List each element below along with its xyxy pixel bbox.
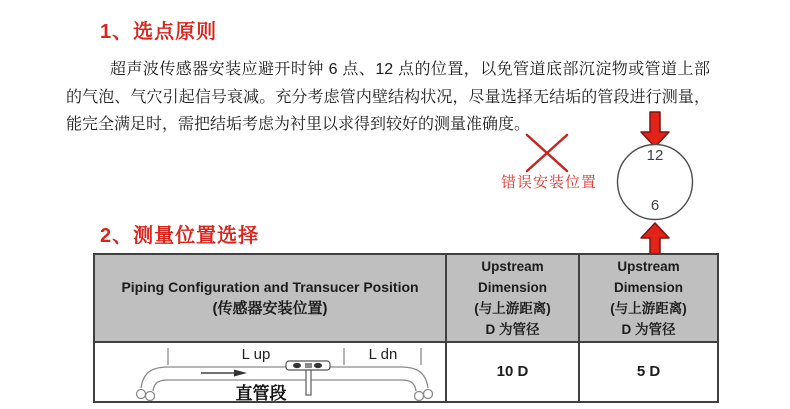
transducer-icon	[286, 361, 330, 370]
table-header-row	[94, 254, 718, 342]
header-col3-line2: Dimension	[613, 280, 683, 295]
cell-downstream-value	[579, 342, 718, 402]
wrong-position-label: 错误安装位置	[501, 174, 598, 191]
table-row	[94, 342, 718, 402]
x-cross-icon	[527, 135, 567, 171]
header-upstream-dimension-2	[579, 254, 718, 342]
header-col1-english: Piping Configuration and Transucer Position	[121, 278, 419, 295]
header-col3-line4: D 为管径	[621, 322, 676, 337]
cell-upstream-value	[446, 342, 579, 402]
down-arrow-icon	[641, 112, 669, 147]
clock-position-6: 6	[650, 197, 660, 214]
pipe-left-flange	[137, 390, 146, 399]
header-piping-configuration	[94, 254, 446, 342]
header-col3-line1: Upstream	[617, 259, 680, 274]
header-col2-line1: Upstream	[481, 259, 544, 274]
position-table	[93, 253, 719, 403]
header-col2-line4: D 为管径	[485, 322, 540, 337]
header-col3-line3: (与上游距离)	[610, 301, 687, 316]
header-col2-line3: (与上游距离)	[474, 301, 551, 316]
section2-heading: 2、测量位置选择	[100, 225, 260, 247]
label-l-up: L up	[241, 346, 271, 363]
pipe-caption: 直管段	[235, 384, 287, 401]
upstream-distance-value: 10 D	[496, 363, 529, 380]
header-col1-chinese: (传感器安装位置)	[212, 299, 328, 317]
label-l-dn: L dn	[368, 346, 398, 363]
flow-arrow-icon	[201, 370, 247, 377]
header-col2-line2: Dimension	[477, 280, 547, 295]
section1-heading: 1、选点原则	[100, 21, 218, 43]
header-upstream-dimension-1	[446, 254, 579, 342]
downstream-distance-value: 5 D	[636, 363, 661, 380]
pipe-right-flange	[424, 390, 433, 399]
clock-position-12: 12	[646, 147, 664, 164]
transducer-stem	[306, 369, 311, 395]
straight-pipe-diagram	[96, 343, 444, 401]
cell-pipe-diagram	[94, 342, 446, 402]
up-arrow-icon	[641, 223, 669, 254]
section1-paragraph: 超声波传感器安装应避开时钟 6 点、12 点的位置，以免管道底部沉淀物或管道上部的气泡、气穴引起信号衰减。充分考虑管内壁结构状况，尽量选择无结垢的管段进行测量，能完全满足时，需把结垢考虑为衬里以求得到较好的测量准确度。	[66, 61, 710, 133]
